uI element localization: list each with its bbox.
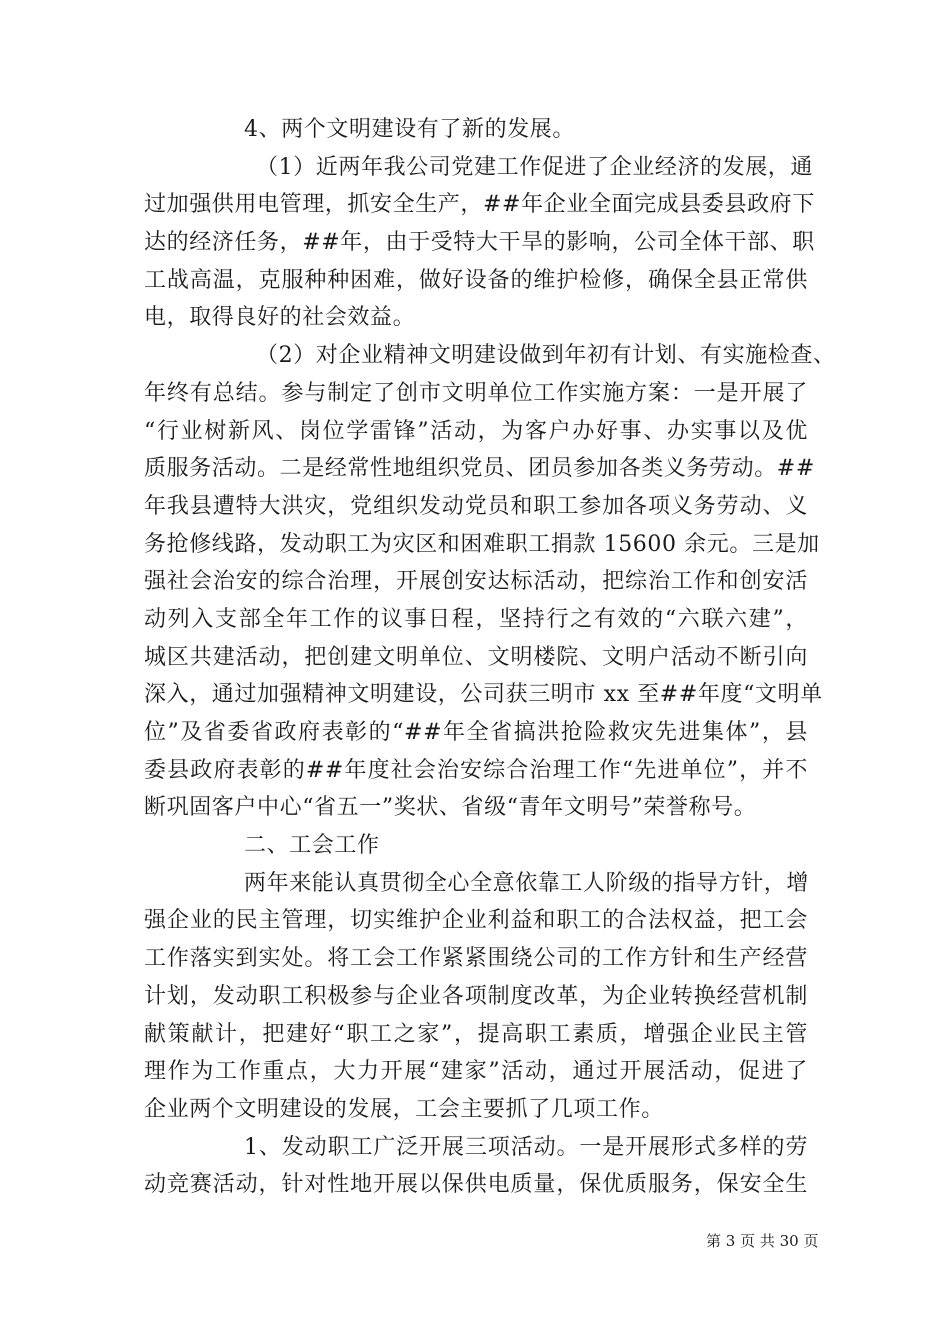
paragraph-line: 理作为工作重点，大力开展“建家”活动，通过开展活动，促进了 xyxy=(144,1059,808,1085)
paragraph-line: 计划，发动职工积极参与企业各项制度改革，为企业转换经营机制 xyxy=(144,983,808,1009)
paragraph-line: 城区共建活动，把创建文明单位、文明楼院、文明户活动不断引向 xyxy=(144,644,808,670)
paragraph-line: 两年来能认真贯彻全心全意依靠工人阶级的指导方针，增 xyxy=(244,870,810,896)
document-body xyxy=(144,111,836,1204)
paragraph-line: 企业两个文明建设的发展，工会主要抓了几项工作。 xyxy=(144,1096,664,1122)
paragraph-line: 献策献计，把建好“职工之家”，提高职工素质，增强企业民主管 xyxy=(144,1021,808,1047)
section-heading-union: 二、工会工作 xyxy=(244,833,380,859)
paragraph-line: 务抢修线路，发动职工为灾区和困难职工捐款 15600 余元。三是加 xyxy=(144,531,820,557)
paragraph-line: 强企业的民主管理，切实维护企业利益和职工的合法权益，把工会 xyxy=(144,908,808,934)
paragraph-line: 过加强供用电管理，抓安全生产，##年企业全面完成县委县政府下 xyxy=(144,192,815,218)
paragraph-line: 年终有总结。参与制定了创市文明单位工作实施方案：一是开展了 xyxy=(144,380,808,406)
paragraph-line: 电，取得良好的社会效益。 xyxy=(144,305,416,331)
paragraph-line: 深入，通过加强精神文明建设，公司获三明市 xx 至##年度“文明单 xyxy=(144,682,823,708)
paragraph-line: （1）近两年我公司党建工作促进了企业经济的发展，通 xyxy=(256,154,813,180)
paragraph-line: 1、发动职工广泛开展三项活动。一是开展形式多样的劳 xyxy=(244,1134,808,1160)
paragraph-line: 位”及省委省政府表彰的“##年全省搞洪抢险救灾先进集体”，县 xyxy=(144,720,808,745)
paragraph-line: 动竞赛活动，针对性地开展以保供电质量，保优质服务，保安全生 xyxy=(144,1172,808,1198)
paragraph-line: 委县政府表彰的##年度社会治安综合治理工作“先进单位”，并不 xyxy=(144,757,808,783)
paragraph-line: 强社会治安的综合治理，开展创安达标活动，把综治工作和创安活 xyxy=(144,569,808,595)
section-heading-4: 4、两个文明建设有了新的发展。 xyxy=(244,117,575,142)
paragraph-line: 年我县遭特大洪灾，党组织发动党员和职工参加各项义务劳动、义 xyxy=(144,493,808,519)
paragraph-line: 质服务活动。二是经常性地组织党员、团员参加各类义务劳动。## xyxy=(144,456,815,482)
paragraph-line: 断巩固客户中心“省五一”奖状、省级“青年文明号”荣誉称号。 xyxy=(144,795,757,821)
paragraph-line: 工战高温，克服种种困难，做好设备的维护检修，确保全县正常供 xyxy=(144,267,808,293)
paragraph-line: （2）对企业精神文明建设做到年初有计划、有实施检查、 xyxy=(256,343,836,369)
paragraph-line: “行业树新风、岗位学雷锋”活动，为客户办好事、办实事以及优 xyxy=(144,418,808,444)
page-number-footer: 第 3 页 共 30 页 xyxy=(706,1232,819,1250)
paragraph-line: 工作落实到实处。将工会工作紧紧围绕公司的工作方针和生产经营 xyxy=(144,946,808,972)
paragraph-line: 达的经济任务，##年，由于受特大干旱的影响，公司全体干部、职 xyxy=(144,230,815,256)
paragraph-line: 动列入支部全年工作的议事日程，坚持行之有效的“六联六建”， xyxy=(144,606,808,632)
